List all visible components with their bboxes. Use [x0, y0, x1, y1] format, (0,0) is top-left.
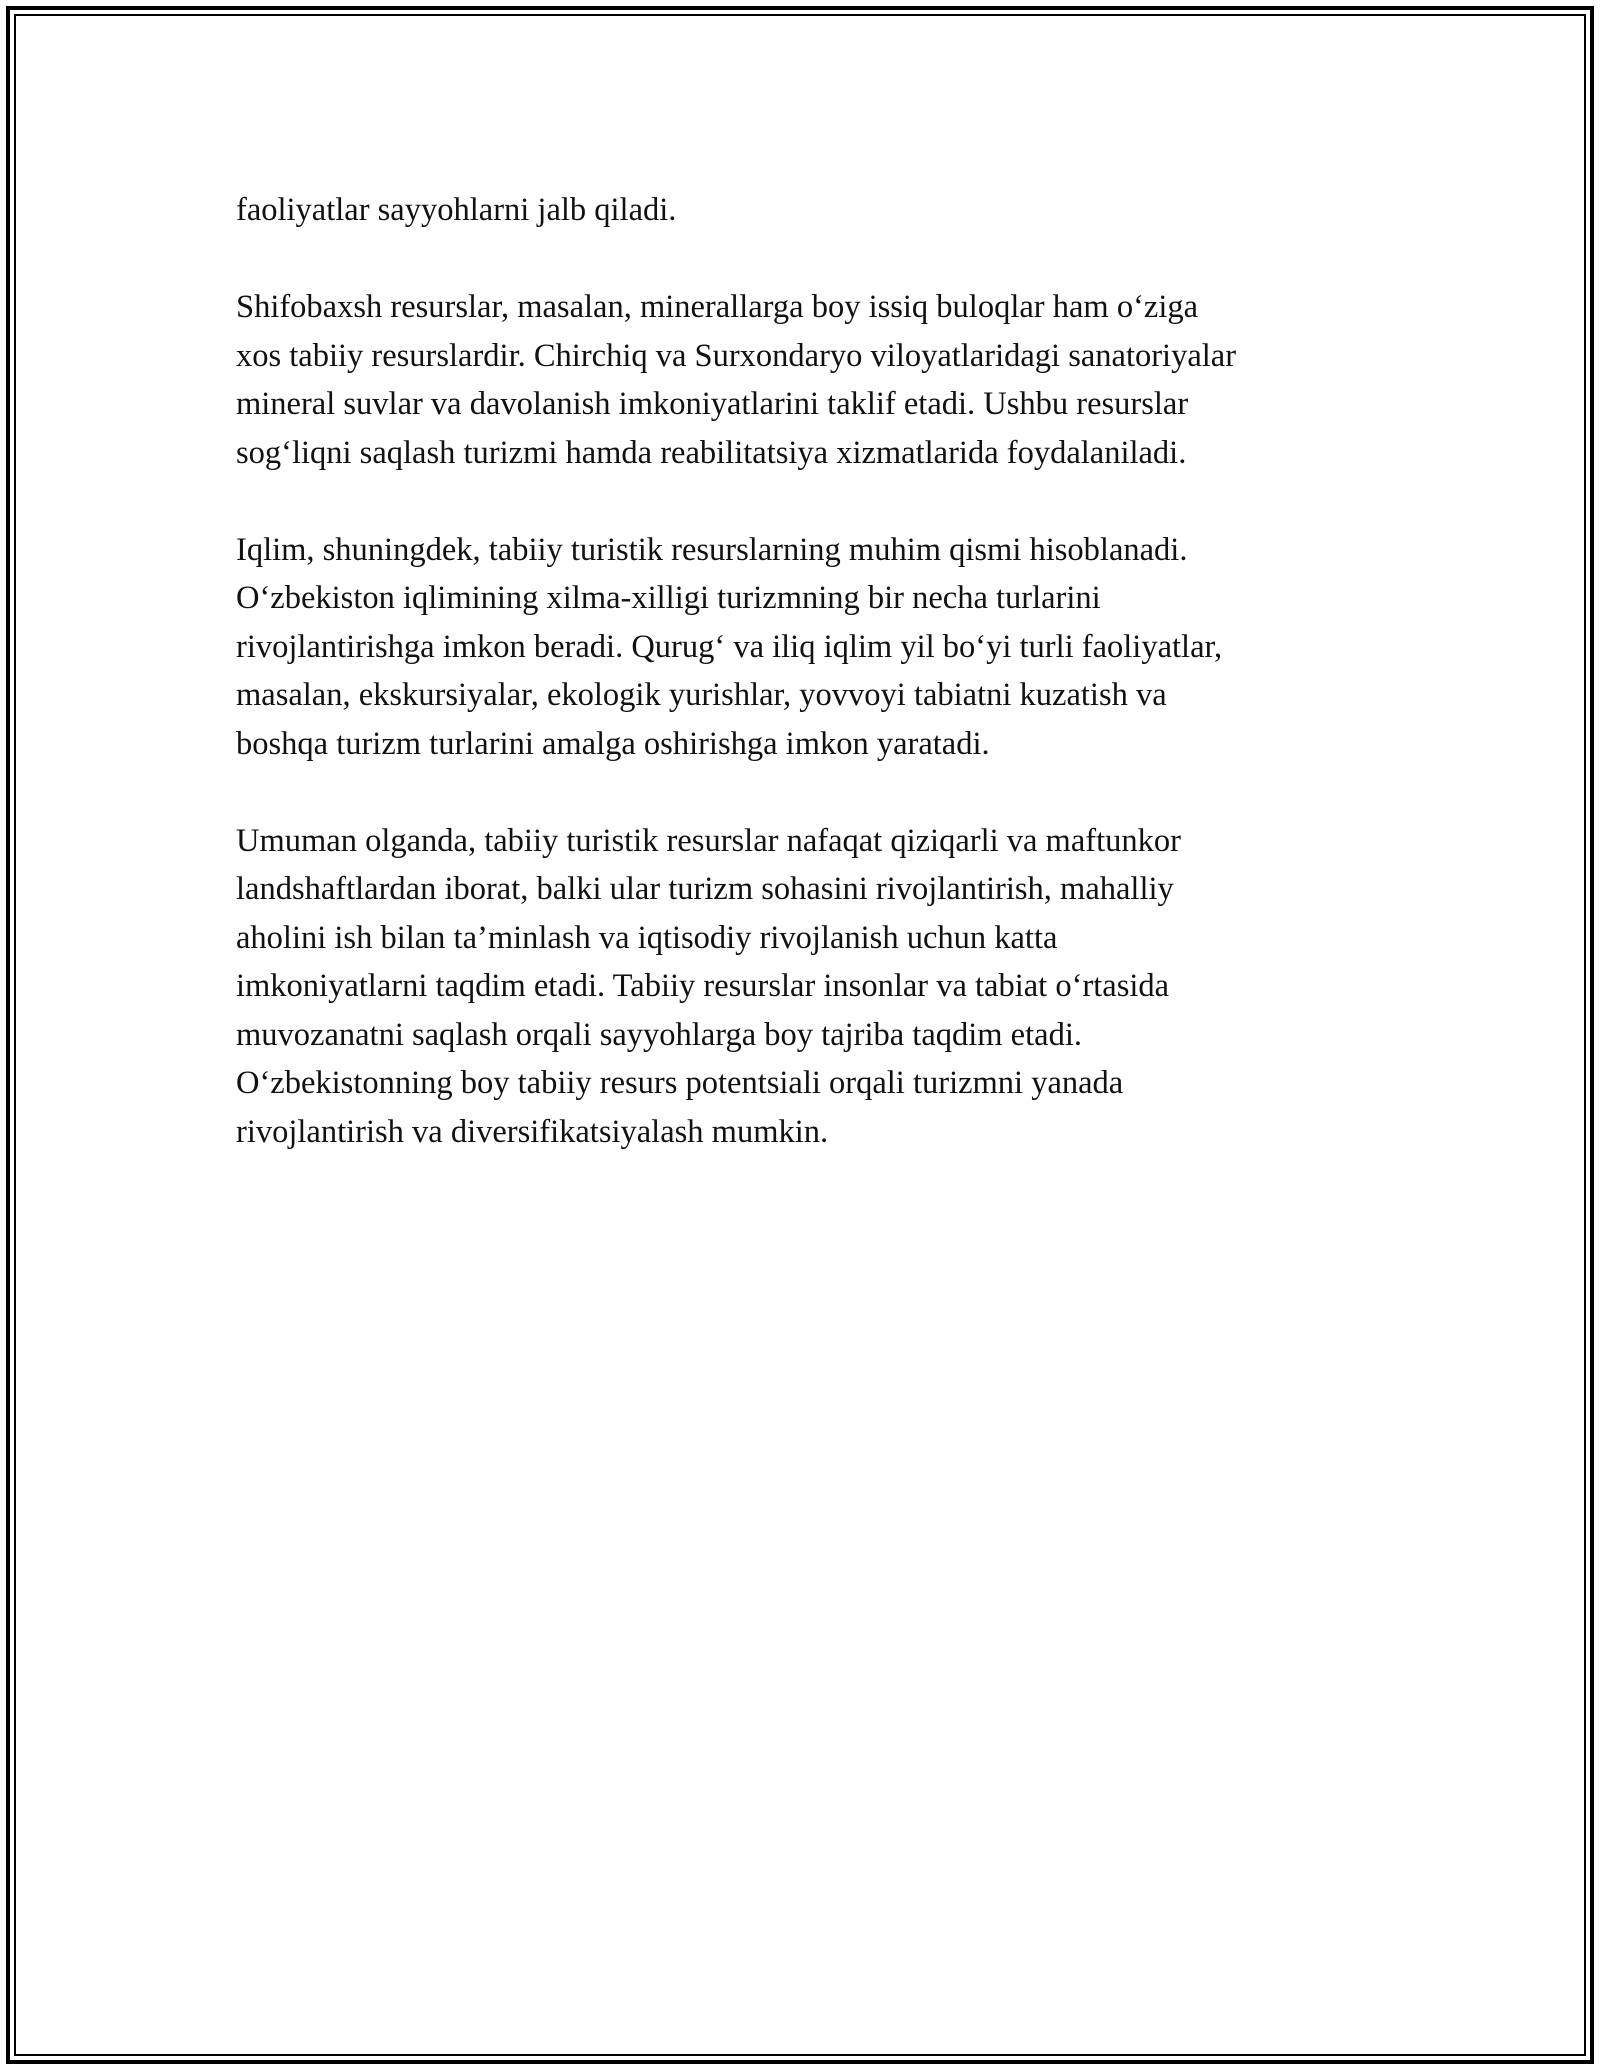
paragraph-continuation: faoliyatlar sayyohlarni jalb qiladi. — [236, 192, 677, 228]
paragraph-conclusion: Umuman olganda, tabiiy turistik resurslar nafaqat qiziqarli va maftunkor landshaftlardan iborat, balki ular turizm sohasini rivojlantirish, mahalliy aholini ish bilan ta’minlash va iqtisodiy rivojlanish uchun katta imkoniyatlarni taqdim etadi. Tabiiy resurslar insonlar va tabiat o‘rtasida muvozanatni saqlash orqali sayyohlarga boy tajriba taqdim etadi. O‘zbekistonning boy tabiiy resurs potentsiali orqali turizmni yanada rivojlantirish va diversifikatsiyalash mumkin. — [236, 822, 1181, 1150]
paragraph-healing-resources: Shifobaxsh resurslar, masalan, minerallarga boy issiq buloqlar ham o‘ziga xos tabiiy resurslardir. Chirchiq va Surxondaryo viloyatlaridagi sanatoriyalar mineral suvlar va davolanish imkoniyatlarini taklif etadi. Ushbu resurslar sog‘liqni saqlash turizmi hamda reabilitatsiya xizmatlarida foydalaniladi. — [236, 289, 1237, 471]
document-body — [236, 186, 1396, 1156]
paragraph-climate: Iqlim, shuningdek, tabiiy turistik resurslarning muhim qismi hisoblanadi. O‘zbekiston iqlimining xilma-xilligi turizmning bir necha turlarini rivojlantirishga imkon beradi. Qurug‘ va iliq iqlim yil bo‘yi turli faoliyatlar, masalan, ekskursiyalar, ekologik yurishlar, yovvoyi tabiatni kuzatish va boshqa turizm turlarini amalga oshirishga imkon yaratadi. — [236, 531, 1223, 762]
